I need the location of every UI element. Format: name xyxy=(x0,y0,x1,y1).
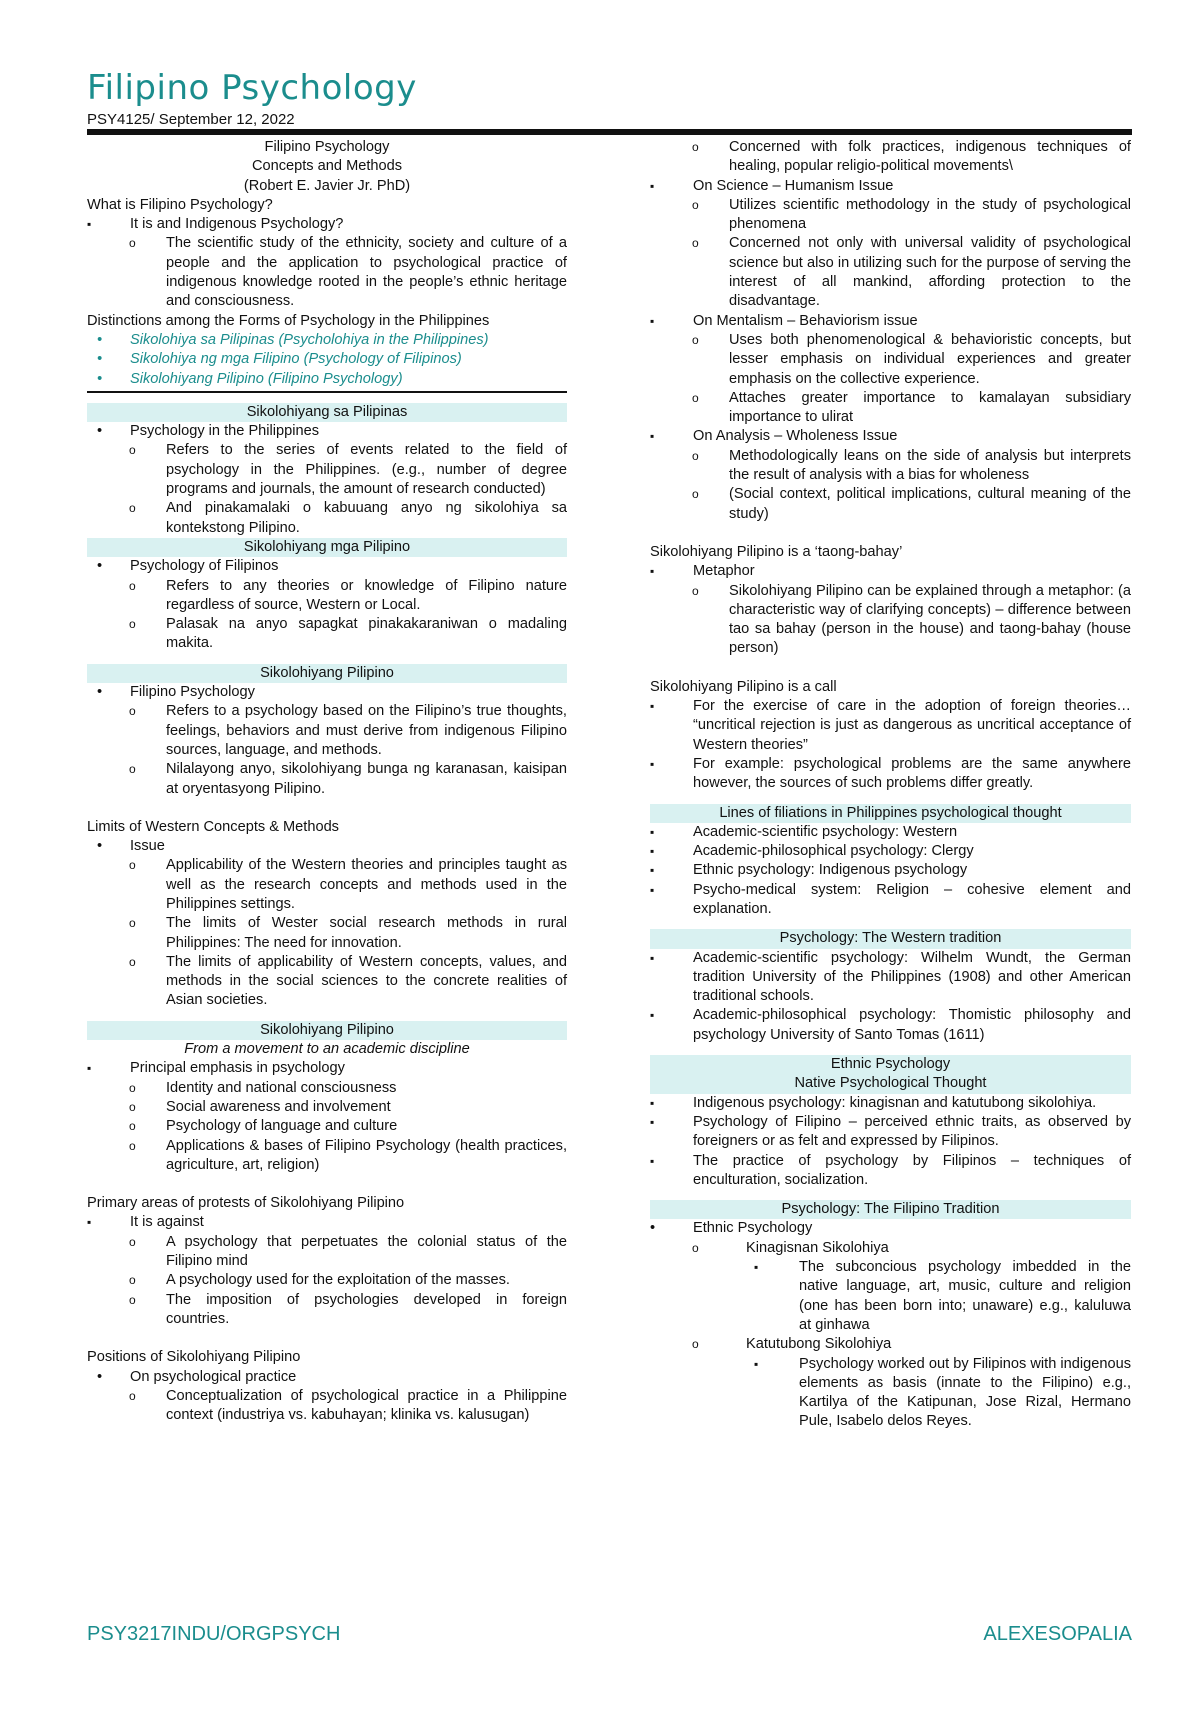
list-item: o (Social context, political implications, cultural meaning of the study) xyxy=(650,485,1131,524)
header-rule xyxy=(87,129,1132,135)
list-item: ▪ On Analysis – Wholeness Issue xyxy=(650,427,1131,446)
list-item: o Attaches greater importance to kamalayan subsidiary importance to ulirat xyxy=(650,389,1131,428)
list-item: ▪ On Mentalism – Behaviorism issue xyxy=(650,312,1131,331)
list-item: ▪ Academic-scientific psychology: Western xyxy=(650,823,1131,842)
list-item: • Psychology of Filipinos xyxy=(87,557,567,576)
list-item: • Sikolohiya ng mga Filipino (Psychology of Filipinos) xyxy=(87,350,567,369)
right-column xyxy=(650,138,1131,1432)
list-item: ▪ The practice of psychology by Filipinos – techniques of enculturation, socialization. xyxy=(650,1152,1131,1191)
list-item: o Palasak na anyo sapagkat pinakakaraniwan o madaling makita. xyxy=(87,615,567,654)
list-item: ▪ Psycho-medical system: Religion – cohesive element and explanation. xyxy=(650,881,1131,920)
list-item: ▪ Principal emphasis in psychology xyxy=(87,1059,567,1078)
list-item: o A psychology that perpetuates the colonial status of the Filipino mind xyxy=(87,1233,567,1272)
list-item: o Kinagisnan Sikolohiya xyxy=(650,1239,1131,1258)
document-title: Filipino Psychology xyxy=(87,68,417,108)
list-item: • On psychological practice xyxy=(87,1368,567,1387)
list-item: • Sikolohiya sa Pilipinas (Psycholohiya in the Philippines) xyxy=(87,331,567,350)
list-item: o Nilalayong anyo, sikolohiyang bunga ng karanasan, kaisipan at oryentasyong Pilipino. xyxy=(87,760,567,799)
list-item: o Identity and national consciousness xyxy=(87,1079,567,1098)
list-item: o Uses both phenomenological & behavioristic concepts, but lesser emphasis on individual experiences and greater emphasis on the collective experience. xyxy=(650,331,1131,389)
list-item: o The limits of Wester social research methods in rural Philippines: The need for innovation. xyxy=(87,914,567,953)
list-item: o And pinakamalaki o kabuuang anyo ng sikolohiya sa kontekstong Pilipino. xyxy=(87,499,567,538)
band-line: Native Psychological Thought xyxy=(794,1075,987,1092)
section-band: Lines of filiations in Philippines psychological thought xyxy=(650,804,1131,823)
list-item: ▪ Indigenous psychology: kinagisnan and katutubong sikolohiya. xyxy=(650,1094,1131,1113)
section-heading: Sikolohiyang Pilipino is a ‘taong-bahay’ xyxy=(650,543,903,560)
list-item: • Issue xyxy=(87,837,567,856)
list-item: o Concerned with folk practices, indigenous techniques of healing, popular religio-political movements\ xyxy=(650,138,1131,177)
section-band: Psychology: The Filipino Tradition xyxy=(650,1200,1131,1219)
list-item: • Psychology in the Philippines xyxy=(87,422,567,441)
list-item: ▪ For example: psychological problems are the same anywhere however, the sources of such problems differ greatly. xyxy=(650,755,1131,794)
section-heading: Sikolohiyang Pilipino is a call xyxy=(650,678,837,695)
list-item: o The imposition of psychologies developed in foreign countries. xyxy=(87,1291,567,1330)
intro-author: (Robert E. Javier Jr. PhD) xyxy=(243,177,411,194)
list-item: ▪ Psychology of Filipino – perceived ethnic traits, as observed by foreigners or as felt and expressed by Filipinos. xyxy=(650,1113,1131,1152)
list-item: • Sikolohiyang Pilipino (Filipino Psychology) xyxy=(87,370,567,389)
section-band: Sikolohiyang mga Pilipino xyxy=(87,538,567,557)
list-item: ▪ The subconcious psychology imbedded in the native language, art, music, culture and religion (one has been born into; unaware) e.g., kaluluwa at ginhawa xyxy=(650,1258,1131,1335)
intro-heading: Filipino Psychology xyxy=(264,139,390,155)
section-band: Sikolohiyang sa Pilipinas xyxy=(87,403,567,422)
section-band: Sikolohiyang Pilipino xyxy=(87,1021,567,1040)
intro-subheading: Concepts and Methods xyxy=(251,158,403,175)
list-item: ▪ Academic-philosophical psychology: Clergy xyxy=(650,842,1131,861)
list-item: • Ethnic Psychology xyxy=(650,1219,1131,1238)
list-item: ▪ Academic-scientific psychology: Wilhelm Wundt, the German tradition University of the Philippines (1908) and other American traditional schools. xyxy=(650,949,1131,1007)
list-item: ▪ It is and Indigenous Psychology? xyxy=(87,215,567,234)
list-item: o Refers to any theories or knowledge of Filipino nature regardless of source, Western or Local. xyxy=(87,577,567,616)
section-band: Sikolohiyang Pilipino xyxy=(87,664,567,683)
left-column xyxy=(87,138,567,1425)
list-item: o A psychology used for the exploitation of the masses. xyxy=(87,1271,567,1290)
list-item: ▪ Ethnic psychology: Indigenous psychology xyxy=(650,861,1131,880)
list-item: o Katutubong Sikolohiya xyxy=(650,1335,1131,1354)
list-item: • Filipino Psychology xyxy=(87,683,567,702)
footer-author: ALEXESOPALIA xyxy=(983,1623,1132,1645)
list-item: o Applications & bases of Filipino Psychology (health practices, agriculture, art, religion) xyxy=(87,1137,567,1176)
section-band xyxy=(650,1055,1131,1094)
footer-course-code: PSY3217INDU/ORGPSYCH xyxy=(87,1623,341,1645)
list-item: o Refers to the series of events related to the field of psychology in the Philippines. (e.g., number of degree programs and journals, the amount of research conducted) xyxy=(87,441,567,499)
section-subheading: From a movement to an academic discipline xyxy=(184,1041,470,1058)
section-heading: Positions of Sikolohiyang Pilipino xyxy=(87,1349,301,1366)
section-heading: Limits of Western Concepts & Methods xyxy=(87,818,339,835)
list-item: o The limits of applicability of Western concepts, values, and methods in the social sciences to the concrete realities of Asian societies. xyxy=(87,953,567,1011)
list-item: o Applicability of the Western theories and principles taught as well as the research concepts and methods used in the Philippines settings. xyxy=(87,856,567,914)
list-item: o Refers to a psychology based on the Filipino’s true thoughts, feelings, behaviors and must derive from indigenous Filipino sources, language, and methods. xyxy=(87,702,567,760)
list-item: ▪ Metaphor xyxy=(650,562,1131,581)
list-item: o Concerned not only with universal validity of psychological science but also in utilizing such for the purpose of serving the interest of all mankind, affording protection to the disadvantage. xyxy=(650,234,1131,311)
list-item: o Social awareness and involvement xyxy=(87,1098,567,1117)
section-band: Psychology: The Western tradition xyxy=(650,929,1131,948)
list-item: ▪ On Science – Humanism Issue xyxy=(650,177,1131,196)
intro-question: What is Filipino Psychology? xyxy=(87,196,273,213)
list-item: o Methodologically leans on the side of analysis but interprets the result of analysis with a bias for wholeness xyxy=(650,447,1131,486)
document-subtitle: PSY4125/ September 12, 2022 xyxy=(87,111,295,128)
list-item: o Utilizes scientific methodology in the study of psychological phenomena xyxy=(650,196,1131,235)
list-item: ▪ Psychology worked out by Filipinos with indigenous elements as basis (innate to the Filipino) e.g., Kartilya of the Katipunan, Jose Rizal, Hermano Pule, Isabelo delos Reyes. xyxy=(650,1355,1131,1432)
list-item: o Conceptualization of psychological practice in a Philippine context (industriya vs. kabuhayan; klinika vs. kalusugan) xyxy=(87,1387,567,1426)
list-item: ▪ For the exercise of care in the adoption of foreign theories… “uncritical rejection is just as dangerous as uncritical acceptance of Western theories” xyxy=(650,697,1131,755)
list-item: o Sikolohiyang Pilipino can be explained through a metaphor: (a characteristic way of clarifying concepts) – difference between tao sa bahay (person in the house) and taong-bahay (house person) xyxy=(650,582,1131,659)
section-heading: Primary areas of protests of Sikolohiyang Pilipino xyxy=(87,1195,405,1212)
band-line: Ethnic Psychology xyxy=(830,1056,951,1073)
list-item: o Psychology of language and culture xyxy=(87,1117,567,1136)
distinctions-heading: Distinctions among the Forms of Psychology in the Philippines xyxy=(87,312,490,329)
list-item: ▪ Academic-philosophical psychology: Thomistic philosophy and psychology University of Santo Tomas (1611) xyxy=(650,1006,1131,1045)
list-item: ▪ It is against xyxy=(87,1213,567,1232)
list-item: o The scientific study of the ethnicity, society and culture of a people and the application to psychological practice of indigenous knowledge rooted in the people’s ethnic heritage and consciousness. xyxy=(87,234,567,311)
